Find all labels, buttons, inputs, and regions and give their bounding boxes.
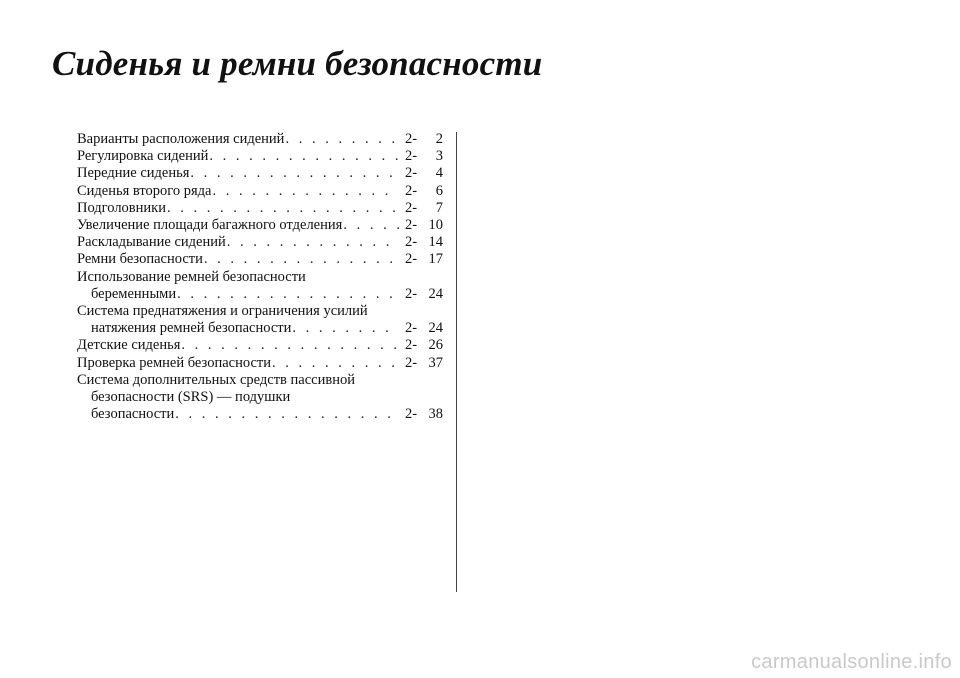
- toc-chapter-number: 2-: [405, 234, 418, 251]
- toc-entry[interactable]: [77, 131, 443, 148]
- toc-chapter-number: 2-: [405, 406, 418, 423]
- toc-chapter-number: 2-: [405, 337, 418, 354]
- leader-dots: [209, 148, 399, 165]
- toc-entry-title: Варианты расположения сидений: [77, 131, 285, 147]
- toc-page-number: 2: [435, 131, 443, 147]
- leader-dots: [167, 200, 399, 217]
- leader-dots: [175, 406, 399, 423]
- toc-entry[interactable]: [77, 200, 443, 217]
- toc-page-number: 26: [428, 337, 443, 354]
- toc-page-number: 17: [428, 251, 443, 268]
- toc-page-number: 14: [428, 234, 443, 251]
- toc-entry[interactable]: [77, 372, 443, 424]
- toc-entry-title: Подголовники: [77, 199, 166, 216]
- toc-chapter-number: 2-: [405, 217, 418, 234]
- toc-page-number: 4: [435, 165, 443, 182]
- vertical-divider: [456, 132, 457, 592]
- toc-entry-title: натяжения ремней безопасности: [91, 320, 292, 337]
- table-of-contents: [77, 131, 443, 423]
- toc-chapter-number: 2-: [405, 320, 418, 337]
- toc-entry-title: Регулировка сидений: [77, 148, 209, 165]
- toc-entry[interactable]: [77, 251, 443, 268]
- toc-entry[interactable]: [77, 269, 443, 303]
- toc-entry[interactable]: [77, 217, 443, 234]
- leader-dots: [204, 251, 399, 268]
- leader-dots: [227, 234, 399, 251]
- toc-page-ref: [405, 234, 443, 251]
- leader-dots: [272, 355, 399, 372]
- toc-chapter-number: 2-: [405, 165, 418, 182]
- watermark: carmanualsonline.info: [751, 651, 952, 673]
- toc-chapter-number: 2-: [405, 251, 418, 268]
- toc-chapter-number: 2-: [405, 148, 418, 165]
- toc-page-ref: [405, 251, 443, 268]
- toc-chapter-number: 2-: [405, 199, 418, 216]
- toc-page-ref: [405, 337, 443, 354]
- toc-entry-title: Детские сиденья: [77, 337, 181, 354]
- page-title: Сиденья и ремни безопасности: [52, 44, 543, 83]
- toc-chapter-number: 2-: [405, 354, 418, 371]
- toc-entry-title: безопасности (SRS) — подушки: [91, 389, 291, 406]
- toc-page-ref: [405, 200, 443, 217]
- leader-dots: [343, 217, 399, 234]
- toc-page-number: 24: [428, 285, 443, 302]
- leader-dots: [181, 337, 399, 354]
- toc-page-ref: [405, 217, 443, 234]
- toc-entry[interactable]: [77, 165, 443, 182]
- toc-entry-title: безопасности: [91, 406, 175, 423]
- toc-page-ref: [405, 165, 443, 182]
- toc-entry[interactable]: [77, 303, 443, 337]
- toc-page-number: 6: [435, 182, 443, 199]
- toc-entry[interactable]: [77, 234, 443, 251]
- toc-page-ref: [405, 406, 443, 423]
- toc-entry[interactable]: [77, 183, 443, 200]
- toc-entry-title: Передние сиденья: [77, 165, 190, 182]
- toc-page-ref: [405, 286, 443, 303]
- toc-page-ref: [405, 148, 443, 165]
- toc-chapter-number: 2-: [405, 285, 418, 302]
- toc-entry-title: Сиденья второго ряда: [77, 182, 212, 199]
- toc-chapter-number: 2-: [405, 182, 418, 199]
- toc-entry-title: Система дополнительных средств пассивной: [77, 371, 355, 388]
- toc-entry-title: Система преднатяжения и ограничения усилий: [77, 303, 368, 320]
- toc-entry-title: Ремни безопасности: [77, 251, 203, 268]
- toc-entry-title: Раскладывание сидений: [77, 234, 226, 251]
- toc-page-ref: [405, 183, 443, 200]
- leader-dots: [190, 165, 399, 182]
- toc-page-ref: [405, 355, 443, 372]
- toc-page-number: 10: [428, 217, 443, 234]
- toc-page-number: 3: [435, 148, 443, 165]
- leader-dots: [292, 320, 399, 337]
- leader-dots: [285, 131, 399, 148]
- toc-page-number: 38: [428, 406, 443, 423]
- toc-entry-title: Увеличение площади багажного отделения: [77, 217, 343, 234]
- toc-page-ref: [405, 131, 443, 148]
- leader-dots: [177, 286, 399, 303]
- toc-entry-title: Использование ремней безопасности: [77, 268, 306, 285]
- toc-chapter-number: 2-: [405, 131, 418, 147]
- toc-entry[interactable]: [77, 148, 443, 165]
- toc-page-number: 24: [428, 320, 443, 337]
- toc-entry[interactable]: [77, 355, 443, 372]
- toc-page-ref: [405, 320, 443, 337]
- toc-entry-title: беременными: [91, 285, 177, 302]
- toc-page-number: 37: [428, 354, 443, 371]
- toc-entry-title: Проверка ремней безопасности: [77, 354, 271, 371]
- toc-entry[interactable]: [77, 337, 443, 354]
- leader-dots: [213, 183, 400, 200]
- toc-page-number: 7: [435, 199, 443, 216]
